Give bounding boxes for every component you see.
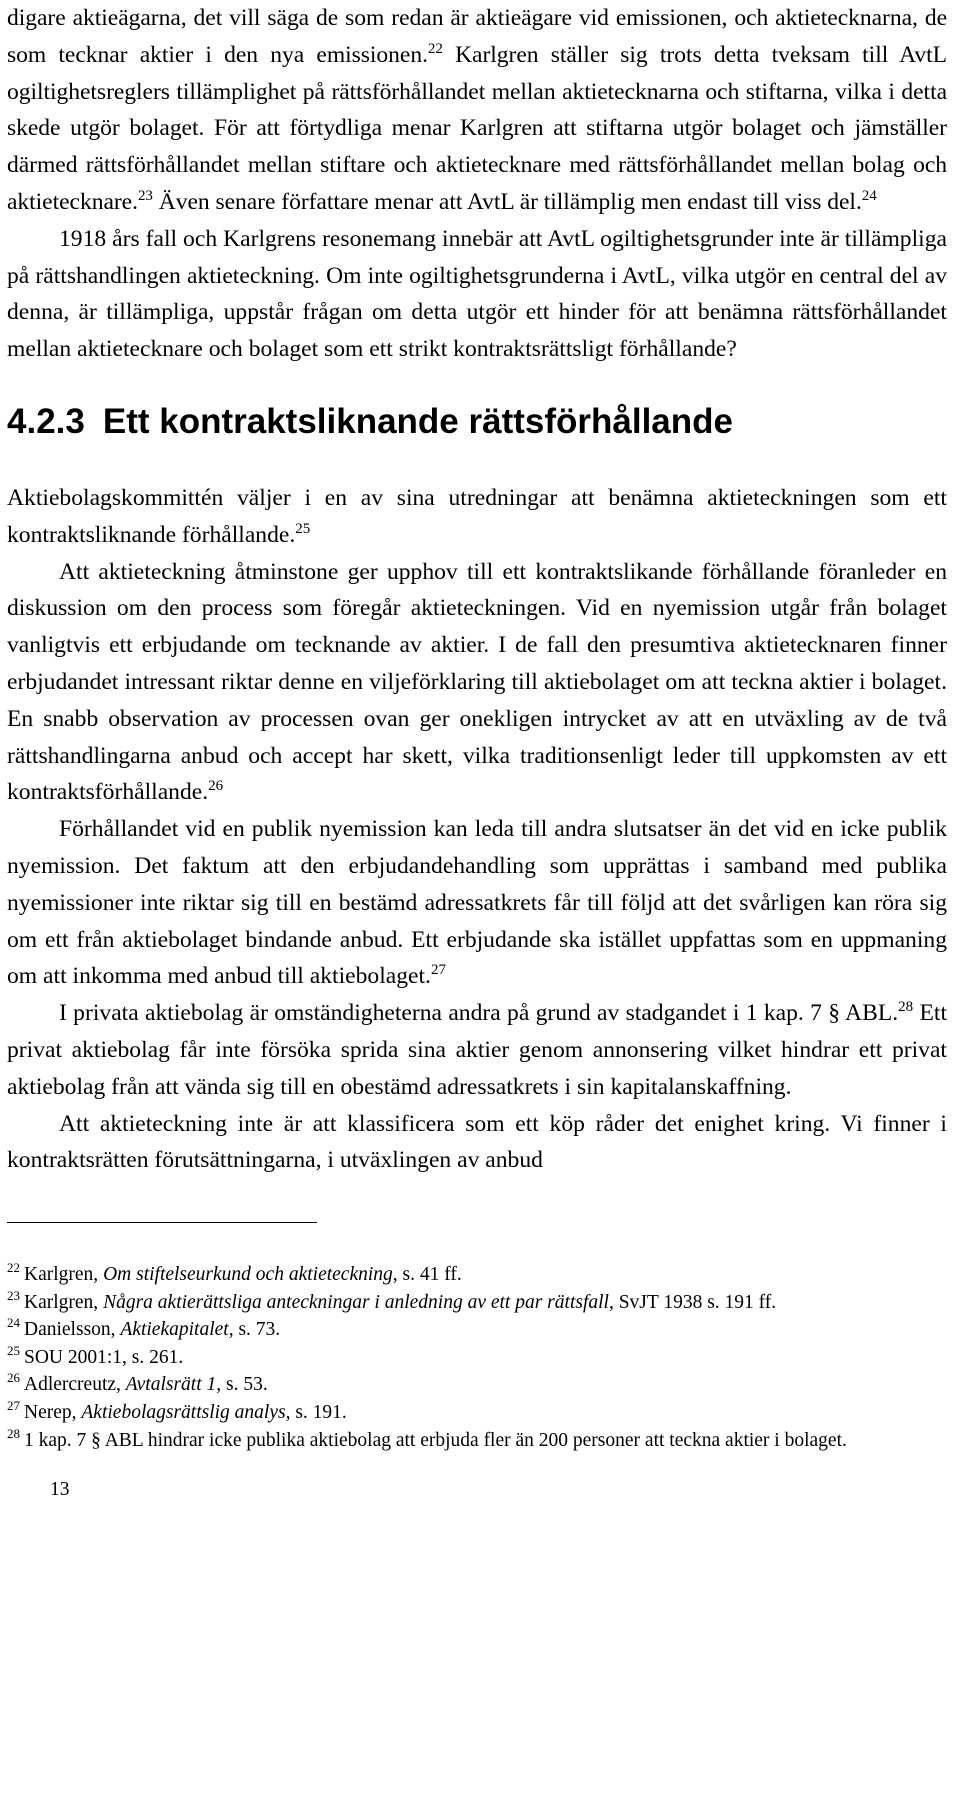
paragraph-5-text: Förhållandet vid en publik nyemission kan leda till andra slutsatser än det vid en icke publik nyemission. Det faktum att den erbjudandehandling som upprättas i samband med publika nyemissioner inte riktar sig till en bestämd adressatkrets får till följd att det svårligen kan röra sig om ett från aktiebolaget bindande anbud. Ett erbjudande ska istället uppfattas som en uppmaning om att inkomma med anbud till aktiebolaget. — [7, 816, 947, 990]
footnotes — [7, 1261, 947, 1454]
footnote-22 — [7, 1261, 947, 1289]
footnote-28 — [7, 1427, 947, 1455]
footnote-ref-26[interactable]: 26 — [208, 778, 224, 795]
footnote-text: Danielsson, — [24, 1319, 121, 1341]
footnote-ref-24[interactable]: 24 — [861, 187, 877, 204]
footnote-ref-22[interactable]: 22 — [427, 40, 443, 57]
paragraph-7: Att aktieteckning inte är att klassificera som ett köp råder det enighet kring. Vi finner i kontraktsrätten förutsättningarna, i utväxlingen av anbud — [7, 1110, 947, 1174]
footnote-title: Några aktierättsliga anteckningar i anledning av ett par rättsfall — [103, 1291, 609, 1313]
section-heading — [7, 402, 947, 442]
footnote-23 — [7, 1289, 947, 1317]
footnote-text: SOU 2001:1, s. 261. — [24, 1346, 184, 1368]
section-title: Ett kontraktsliknande rättsförhållande — [102, 401, 733, 441]
footnote-text: 1 kap. 7 § ABL hindrar icke publika aktiebolag att erbjuda fler än 200 personer att teckna aktier i bolaget. — [24, 1429, 847, 1451]
footnote-number: 22 — [7, 1260, 20, 1276]
footnote-text-end: s. 191. — [290, 1402, 347, 1424]
footnote-text-end: s. 53. — [221, 1374, 268, 1396]
footnote-text: Karlgren, — [24, 1291, 104, 1313]
footnote-text-end: , s. 41 ff. — [392, 1264, 462, 1286]
paragraph-6 — [7, 995, 947, 1105]
footnote-number: 25 — [7, 1342, 20, 1358]
section-number: 4.2.3 — [7, 401, 85, 441]
footnote-title: Aktiebolagsrättslig analys, — [81, 1402, 291, 1424]
paragraph-5 — [7, 811, 947, 995]
footnote-divider — [7, 1222, 317, 1223]
footnote-number: 27 — [7, 1398, 20, 1414]
paragraph-3 — [7, 480, 947, 554]
footnote-24 — [7, 1316, 947, 1344]
paragraph-1-text-b: Karlgren ställer sig trots detta tveksam till AvtL ogiltighetsreglers tillämplighet på rättsförhållandet mellan aktietecknarna och stiftarna, vilka i detta skede utgör bolaget. För att förtydliga menar Karlgren att stiftarna utgör bolaget och jämställer därmed rättsförhållandet mellan stiftare och aktietecknare med rättsförhållandet mellan bolag och aktietecknare. — [7, 41, 947, 215]
footnote-ref-27[interactable]: 27 — [430, 962, 446, 979]
paragraph-3-text: Aktiebolagskommittén väljer i en av sina utredningar att benämna aktieteckningen som ett kontraktsliknande förhållande. — [7, 484, 947, 548]
paragraph-1-text-c: Även senare författare menar att AvtL är tillämplig men endast till viss del. — [152, 188, 862, 215]
footnote-text: Adlercreutz, — [24, 1374, 126, 1396]
page-number: 13 — [50, 1479, 70, 1501]
footnote-title: Aktiekapitalet, — [120, 1319, 234, 1341]
document-page — [7, 0, 947, 1509]
footnote-25 — [7, 1344, 947, 1372]
footnote-text: Nerep, — [24, 1402, 82, 1424]
footnote-number: 24 — [7, 1315, 20, 1331]
paragraph-4 — [7, 554, 947, 812]
footnote-number: 28 — [7, 1425, 20, 1441]
paragraph-6-text-a: I privata aktiebolag är omständigheterna andra på grund av stadgandet i 1 kap. 7 § ABL. — [59, 1000, 899, 1027]
paragraph-1-text-a: digare aktieägarna, det vill säga de som redan är aktieägare vid emissionen, och aktietecknarna, de som tecknar aktier i den nya emissionen. — [7, 5, 947, 68]
footnote-title: Om stiftelseurkund och aktieteckning — [103, 1264, 393, 1286]
paragraph-6-text-b: Ett privat aktiebolag får inte försöka sprida sina aktier genom annonsering vilket hindrar ett privat aktiebolag från att vända sig till en obestämd adressatkrets i sin kapitalanskaffning. — [7, 1000, 948, 1100]
footnote-text-end: s. 73. — [233, 1319, 281, 1341]
footnote-number: 26 — [7, 1370, 20, 1386]
footnote-title: Avtalsrätt 1, — [125, 1374, 222, 1396]
footnote-text: Karlgren, — [24, 1264, 104, 1286]
footnote-ref-28[interactable]: 28 — [898, 999, 914, 1016]
footnote-text-end: , SvJT 1938 s. 191 ff. — [608, 1291, 777, 1313]
footnote-ref-25[interactable]: 25 — [295, 520, 311, 537]
paragraph-4-text: Att aktieteckning åtminstone ger upphov till ett kontraktslikande förhållande föranleder en diskussion om den process som föregår aktieteckningen. Vid en nyemission utgår från bolaget vanligtvis ett erbjudande om tecknande av aktier. I de fall den presumtiva aktietecknaren finner erbjudandet intressant riktar denne en viljeförklaring till aktiebolaget om att teckna aktier i bolaget. En snabb observation av processen ovan ger onekligen intrycket av att en utväxling av de två rättshandlingarna anbud och accept har skett, vilka traditionsenligt leder till uppkomsten av ett kontraktsförhållande. — [7, 558, 947, 806]
footnote-27 — [7, 1399, 947, 1427]
footnote-number: 23 — [7, 1287, 20, 1303]
paragraph-1 — [7, 0, 947, 221]
paragraph-2: 1918 års fall och Karlgrens resonemang innebär att AvtL ogiltighetsgrunder inte är tillämpliga på rättshandlingen aktieteckning. Om inte ogiltighetsgrunderna i AvtL, vilka utgör en central del av denna, är tillämpliga, uppstår frågan om detta utgör ett hinder för att benämna rättsförhållandet mellan aktietecknare och bolaget som ett strikt kontraktsrättsligt förhållande? — [7, 225, 947, 363]
footnote-26 — [7, 1371, 947, 1399]
footnote-ref-23[interactable]: 23 — [137, 187, 153, 204]
